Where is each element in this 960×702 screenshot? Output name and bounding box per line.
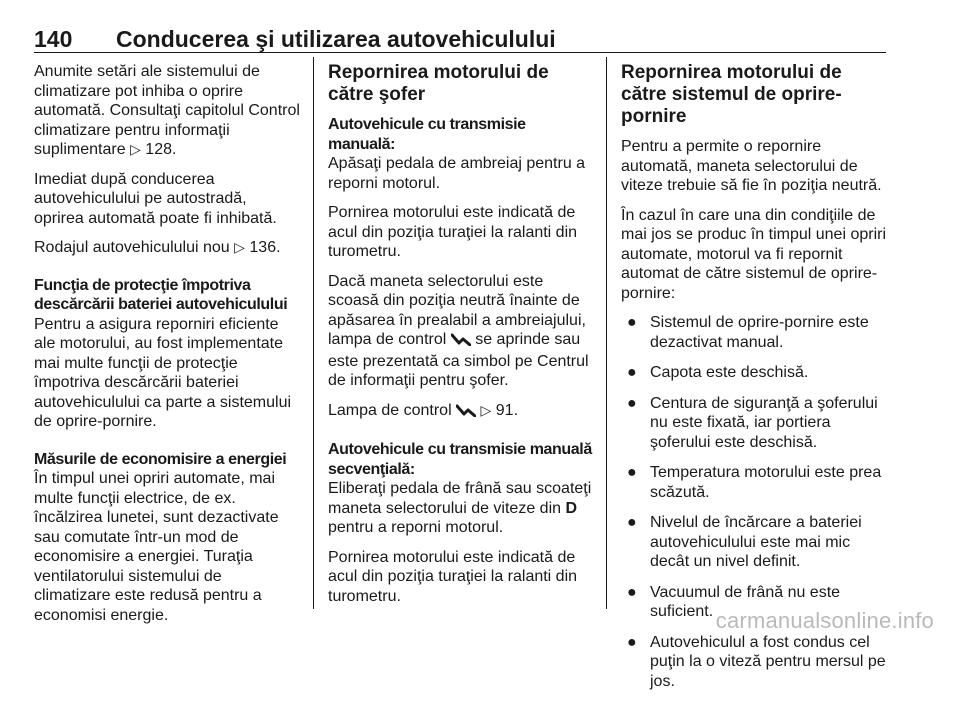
page-header (34, 26, 886, 53)
column-left (34, 62, 300, 635)
column-middle (328, 62, 594, 616)
column-right (621, 62, 889, 702)
bullet-icon: ● (627, 314, 637, 331)
reference-arrow-icon: ▷ (130, 141, 141, 157)
reference-arrow-icon: ▷ (234, 239, 245, 255)
subheading: Autovehicule cu transmisie manuală: (328, 116, 526, 153)
bullet-icon: ● (627, 394, 637, 412)
gear-position-label: D (565, 499, 578, 517)
condition-list (621, 313, 889, 691)
list-item: ● Sistemul de oprire-pornire este dezactivat manual. (627, 314, 869, 351)
column-divider (313, 57, 314, 609)
list-item: ● Nivelul de încărcare a bateriei autovehiculului este mai mic decât un nivel definit. (627, 514, 862, 570)
paragraph: În timpul unei opriri automate, mai multe funcţii electrice, de ex. încălzirea lunetei, sunt dezactivate sau comutate într-un mod de economisire a energiei. Turaţia ventilatorului sistemului de climatizare este redusă pentru a economisi energie. (34, 470, 279, 624)
bullet-icon: ● (627, 633, 637, 651)
paragraph: Pornirea motorului este indicată de acul din poziţia turaţiei la ralanti din turometru. (328, 548, 578, 605)
auto-stop-control-lamp-icon (456, 403, 476, 423)
bullet-icon: ● (627, 583, 637, 601)
list-item: ● Centura de siguranţă a şoferului nu este fixată, iar portiera şoferului este deschisă. (627, 394, 878, 451)
auto-stop-control-lamp-icon (451, 332, 471, 352)
paragraph: Eliberaţi pedala de frână sau scoateţi maneta selectorului de viteze din D pentru a reporni motorul. (328, 480, 592, 536)
section-heading: Repornirea motorului de către şofer (328, 62, 549, 105)
chapter-title: Conducerea şi utilizarea autovehiculului (116, 26, 556, 52)
subheading: Autovehicule cu transmisie manuală secvenţială: (328, 441, 592, 478)
list-item: ● Capota este deschisă. (627, 364, 809, 381)
subheading: Măsurile de economisire a energiei (34, 450, 287, 468)
reference-arrow-icon: ▷ (480, 401, 492, 418)
paragraph: Imediat după conducerea autovehiculului pe autostradă, oprirea automată poate fi inhibată. (34, 170, 277, 227)
paragraph: Apăsaţi pedala de ambreiaj pentru a reporni motorul. (328, 155, 586, 192)
paragraph: Pentru a permite o repornire automată, maneta selectorului de viteze trebuie să fie în poziţia neutră. (621, 138, 882, 194)
paragraph: Pentru a asigura reporniri eficiente ale motorului, au fost implementate mai multe funcţii de protecţie împotriva descărcării bateriei autovehiculului ca parte a sistemului de oprire-pornire. (34, 315, 292, 430)
bullet-icon: ● (627, 514, 637, 531)
column-divider (606, 57, 607, 609)
bullet-icon: ● (627, 364, 637, 381)
subheading: Funcţia de protecţie împotriva descărcării bateriei autovehiculului (34, 276, 288, 313)
page-number: 140 (34, 26, 73, 52)
list-item: ● Temperatura motorului este prea scăzută. (627, 464, 882, 501)
paragraph: Dacă maneta selectorului este scoasă din poziţia neutră înainte de apăsarea în prealabil a ambreiajului, lampa de control se aprinde sau este prezentată ca simbol pe Centrul de informaţii pentru şofer. (328, 272, 589, 389)
paragraph: Rodajul autovehiculului nou ▷ 136. (34, 239, 281, 256)
bullet-icon: ● (627, 464, 637, 481)
paragraph: Anumite setări ale sistemului de climatizare pot inhiba o oprire automată. Consultaţi capitolul Control climatizare pentru informaţii suplimentare ▷ 128. (34, 63, 300, 158)
paragraph: Lampa de control ▷ 91. (328, 401, 594, 423)
watermark-link[interactable]: carmanualsonline.info (715, 608, 934, 633)
list-item: ● Autovehiculul a fost condus cel puţin la o viteză pentru mersul pe jos. (627, 633, 886, 690)
paragraph: Pornirea motorului este indicată de acul din poziţia turaţiei la ralanti din turometru. (328, 204, 578, 260)
paragraph: În cazul în care una din condiţiile de mai jos se produc în timpul unei opriri automate, motorul va fi repornit automat de către sistemul de oprire-pornire: (621, 206, 887, 302)
section-heading: Repornirea motorului de către sistemul de oprire-pornire (621, 62, 842, 127)
list-item: ● Vacuumul de frână nu este suficient. (627, 583, 841, 620)
